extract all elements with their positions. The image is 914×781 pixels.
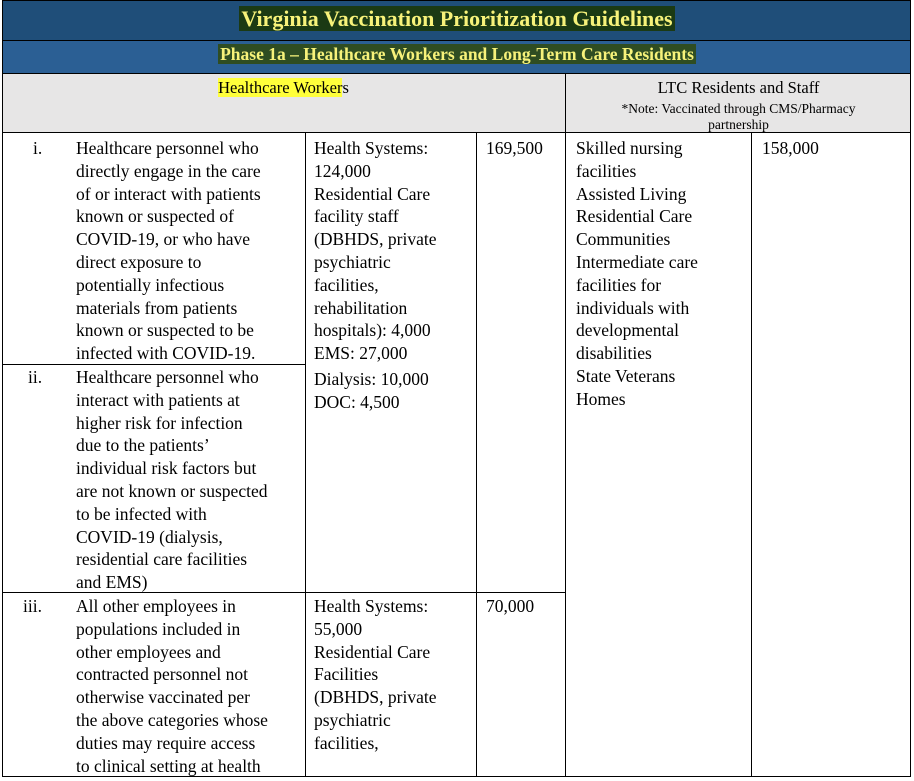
group1-total: 169,500 — [486, 138, 543, 158]
healthcare-workers-header: Healthcare Workers — [218, 78, 349, 97]
page-title: Virginia Vaccination Prioritization Guidelines — [241, 6, 673, 31]
border-top — [2, 0, 911, 1]
divider-title — [2, 40, 911, 41]
group2-total: 70,000 — [486, 596, 535, 616]
row-iii-description: All other employees in populations included in other employees and contracted personnel not otherwise vaccinated per the above categories whose duties may require access to clinical setting at health — [76, 596, 268, 776]
row-index-iii: iii. — [23, 596, 42, 616]
ltc-total: 158,000 — [762, 138, 819, 158]
divider-breakdown-total — [476, 132, 477, 777]
divider-subtitle — [2, 73, 911, 74]
row-index-ii: ii. — [28, 367, 43, 387]
divider-hw-ltc — [565, 73, 566, 777]
row-ii-description: Healthcare personnel who interact with patients at higher risk for infection due to the patients’ individual risk factors but are not known or suspected to be infected with COVID-19 (dialysis, residential care facilities and EMS) — [76, 367, 268, 593]
ltc-note: *Note: Vaccinated through CMS/Pharmacy partnership — [621, 101, 856, 132]
border-left — [2, 0, 3, 777]
row-i-description: Healthcare personnel who directly engage in the care of or interact with patients known or suspected of COVID-19, or who have direct exposure to potentially infectious materials from patients known or suspected to be infected with COVID-19. — [76, 138, 261, 364]
ltc-facilities-list: Skilled nursing facilities Assisted Living Residential Care Communities Intermediate care facilities for individuals with developmental disabilities State Veterans Homes — [576, 138, 698, 409]
divider-desc-breakdown — [305, 132, 306, 777]
row-index-i: i. — [33, 138, 43, 158]
group2-breakdown: Health Systems: 55,000 Residential Care Facilities (DBHDS, private psychiatric facilities, — [314, 596, 437, 753]
divider-ltc-total — [751, 132, 752, 777]
group1-breakdown: Health Systems: 124,000 Residential Care facility staff (DBHDS, private psychiatric facilities, rehabilitation hospitals): 4,000 EMS: 27,000 Dialysis: 10,000 DOC: 4,500 — [314, 138, 437, 412]
ltc-header: LTC Residents and Staff — [657, 78, 820, 97]
page-subtitle: Phase 1a – Healthcare Workers and Long-Term Care Residents — [220, 44, 694, 64]
